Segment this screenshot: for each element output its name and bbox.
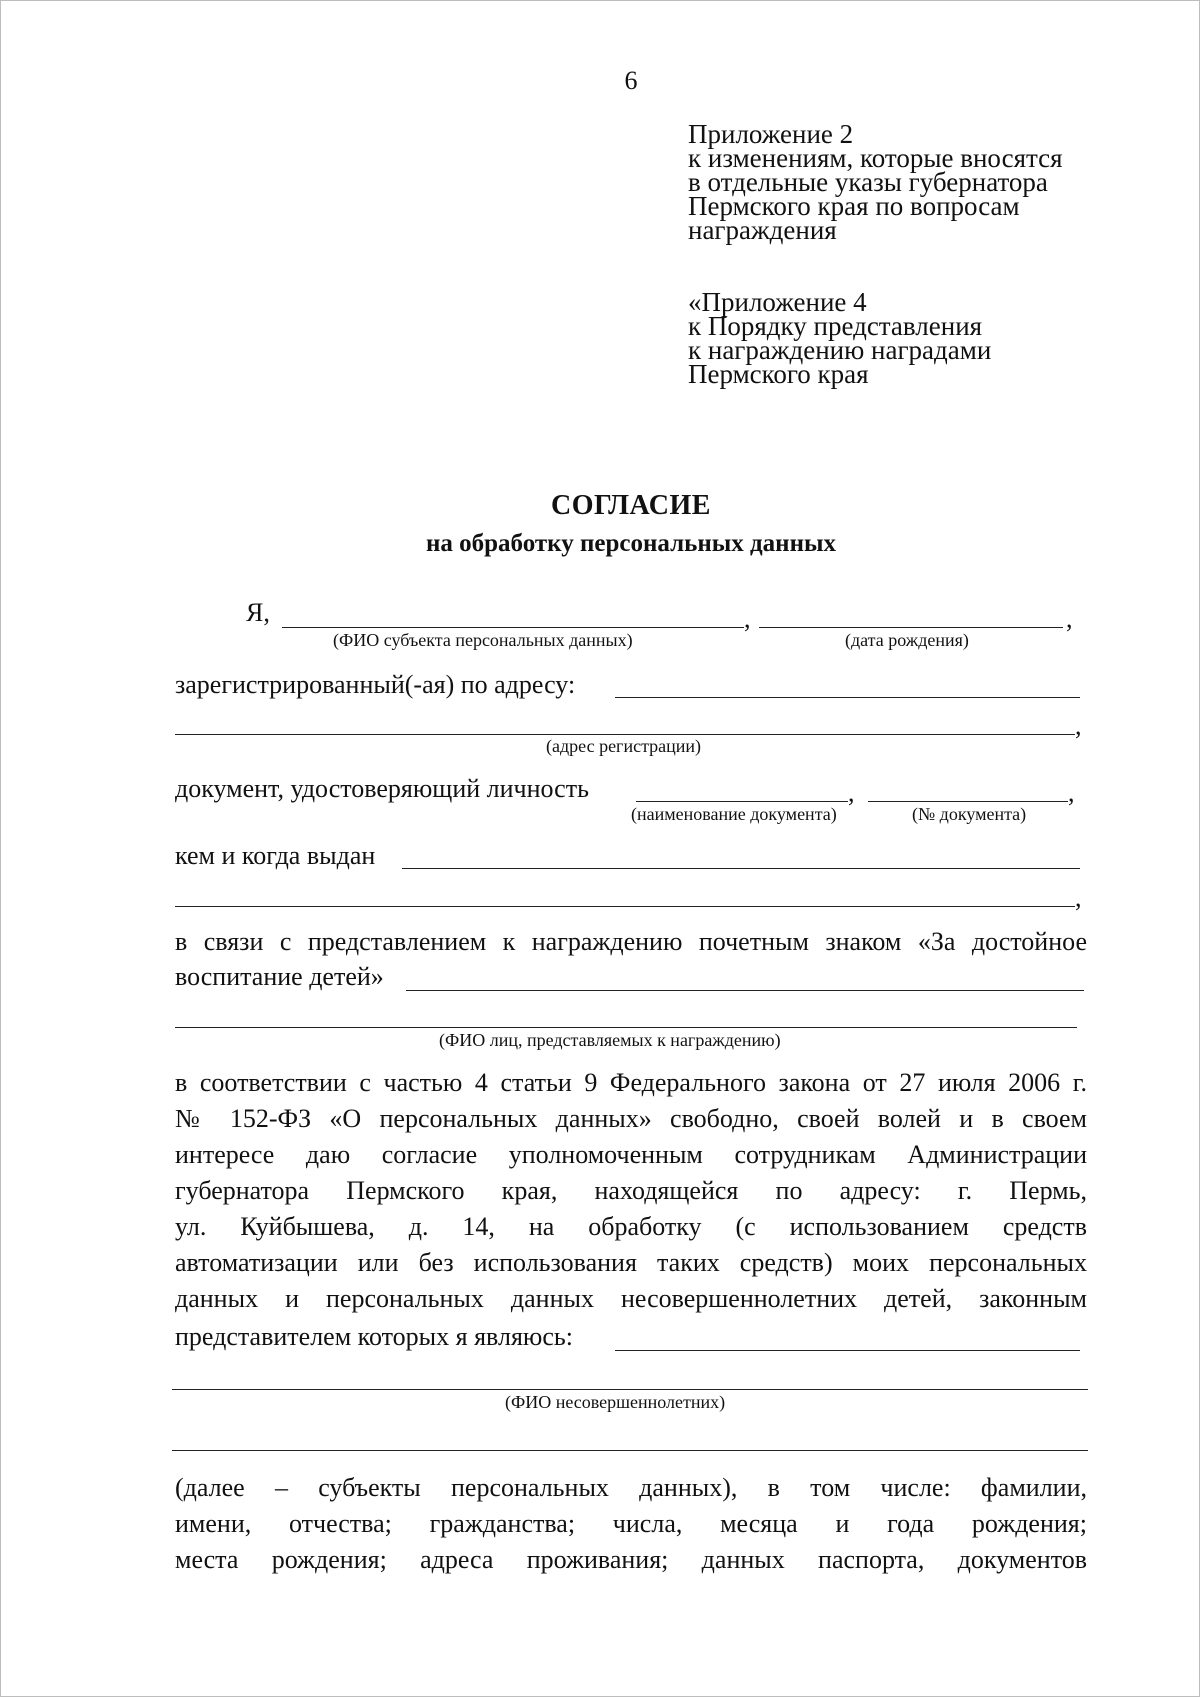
consent-line: представителем которых я являюсь: [175, 1322, 573, 1351]
awardees-caption: (ФИО лиц, представляемых к награждению) [439, 1030, 781, 1050]
annex-header-line: к изменениям, которые вносятся [688, 143, 1063, 173]
fio-caption: (ФИО субъекта персональных данных) [333, 630, 633, 650]
address-field[interactable] [615, 697, 1080, 698]
minors-caption: (ФИО несовершеннолетних) [505, 1392, 726, 1412]
birth-date-field[interactable] [759, 627, 1063, 628]
final-line: имени, отчества; гражданства; числа, месяца и года рождения; [175, 1509, 1087, 1538]
issued-field-continued[interactable] [175, 906, 1075, 907]
final-line: (далее – субъекты персональных данных), в том числе: фамилии, [175, 1473, 1087, 1502]
fio-field[interactable] [282, 627, 744, 628]
final-paragraph [175, 1470, 1087, 1578]
award-paragraph [175, 924, 1087, 960]
comma: , [848, 778, 855, 807]
doc-number-field[interactable] [868, 801, 1068, 802]
final-line: места рождения; адреса проживания; данных паспорта, документов [175, 1545, 1087, 1574]
doc-name-field[interactable] [636, 801, 848, 802]
consent-line: губернатора Пермского края, находящейся по адресу: г. Пермь, [175, 1176, 1087, 1205]
comma: , [1066, 604, 1073, 633]
consent-paragraph [175, 1065, 1087, 1317]
consent-line: данных и персональных данных несовершеннолетних детей, законным [175, 1284, 1087, 1313]
consent-line: № 152-ФЗ «О персональных данных» свободно, своей волей и в своем [175, 1104, 1087, 1133]
award-line: в связи с представлением к награждению почетным знаком «За достойное [175, 927, 1087, 956]
page-number: 6 [624, 66, 638, 95]
minors-field[interactable] [615, 1350, 1080, 1351]
annex-header-line: награждения [688, 215, 837, 245]
address-field-continued[interactable] [175, 734, 1075, 735]
minors-field-continued[interactable] [172, 1389, 1088, 1390]
annex-sub-line: к награждению наградами [688, 335, 992, 365]
annex-sub-header [688, 287, 992, 389]
address-caption: (адрес регистрации) [546, 736, 702, 756]
birth-date-caption: (дата рождения) [845, 630, 969, 650]
annex-header-line: в отдельные указы губернатора [688, 167, 1048, 197]
annex-header-line: Пермского края по вопросам [688, 191, 1020, 221]
consent-line: ул. Куйбышева, д. 14, на обработку (с использованием средств [175, 1212, 1087, 1241]
award-line: воспитание детей» [175, 962, 384, 991]
annex-sub-line: «Приложение 4 [688, 287, 867, 317]
doc-number-caption: (№ документа) [912, 804, 1027, 824]
doc-name-caption: (наименование документа) [631, 804, 837, 824]
comma: , [744, 604, 751, 633]
minors-field-extra[interactable] [172, 1450, 1088, 1451]
registered-label: зарегистрированный(-ая) по адресу: [175, 670, 576, 699]
issued-field[interactable] [402, 868, 1080, 869]
issued-label: кем и когда выдан [175, 841, 376, 870]
consent-line: интересе даю согласие уполномоченным сотрудникам Администрации [175, 1140, 1087, 1169]
consent-line: автоматизации или без использования таких средств) моих персональных [175, 1248, 1087, 1277]
identity-doc-label: документ, удостоверяющий личность [175, 774, 589, 803]
comma: , [1075, 883, 1082, 912]
awardees-field[interactable] [406, 990, 1084, 991]
ya-label: Я, [246, 598, 270, 627]
annex-sub-line: Пермского края [688, 359, 869, 389]
document-subtitle: на обработку персональных данных [426, 530, 836, 557]
document-title: СОГЛАСИЕ [551, 490, 711, 521]
annex-sub-line: к Порядку представления [688, 311, 983, 341]
annex-header-line: Приложение 2 [688, 119, 854, 149]
consent-line: в соответствии с частью 4 статьи 9 Федерального закона от 27 июля 2006 г. [175, 1068, 1087, 1097]
comma: , [1075, 711, 1082, 740]
awardees-field-continued[interactable] [175, 1027, 1077, 1028]
comma: , [1068, 778, 1075, 807]
annex-header [688, 119, 1063, 245]
